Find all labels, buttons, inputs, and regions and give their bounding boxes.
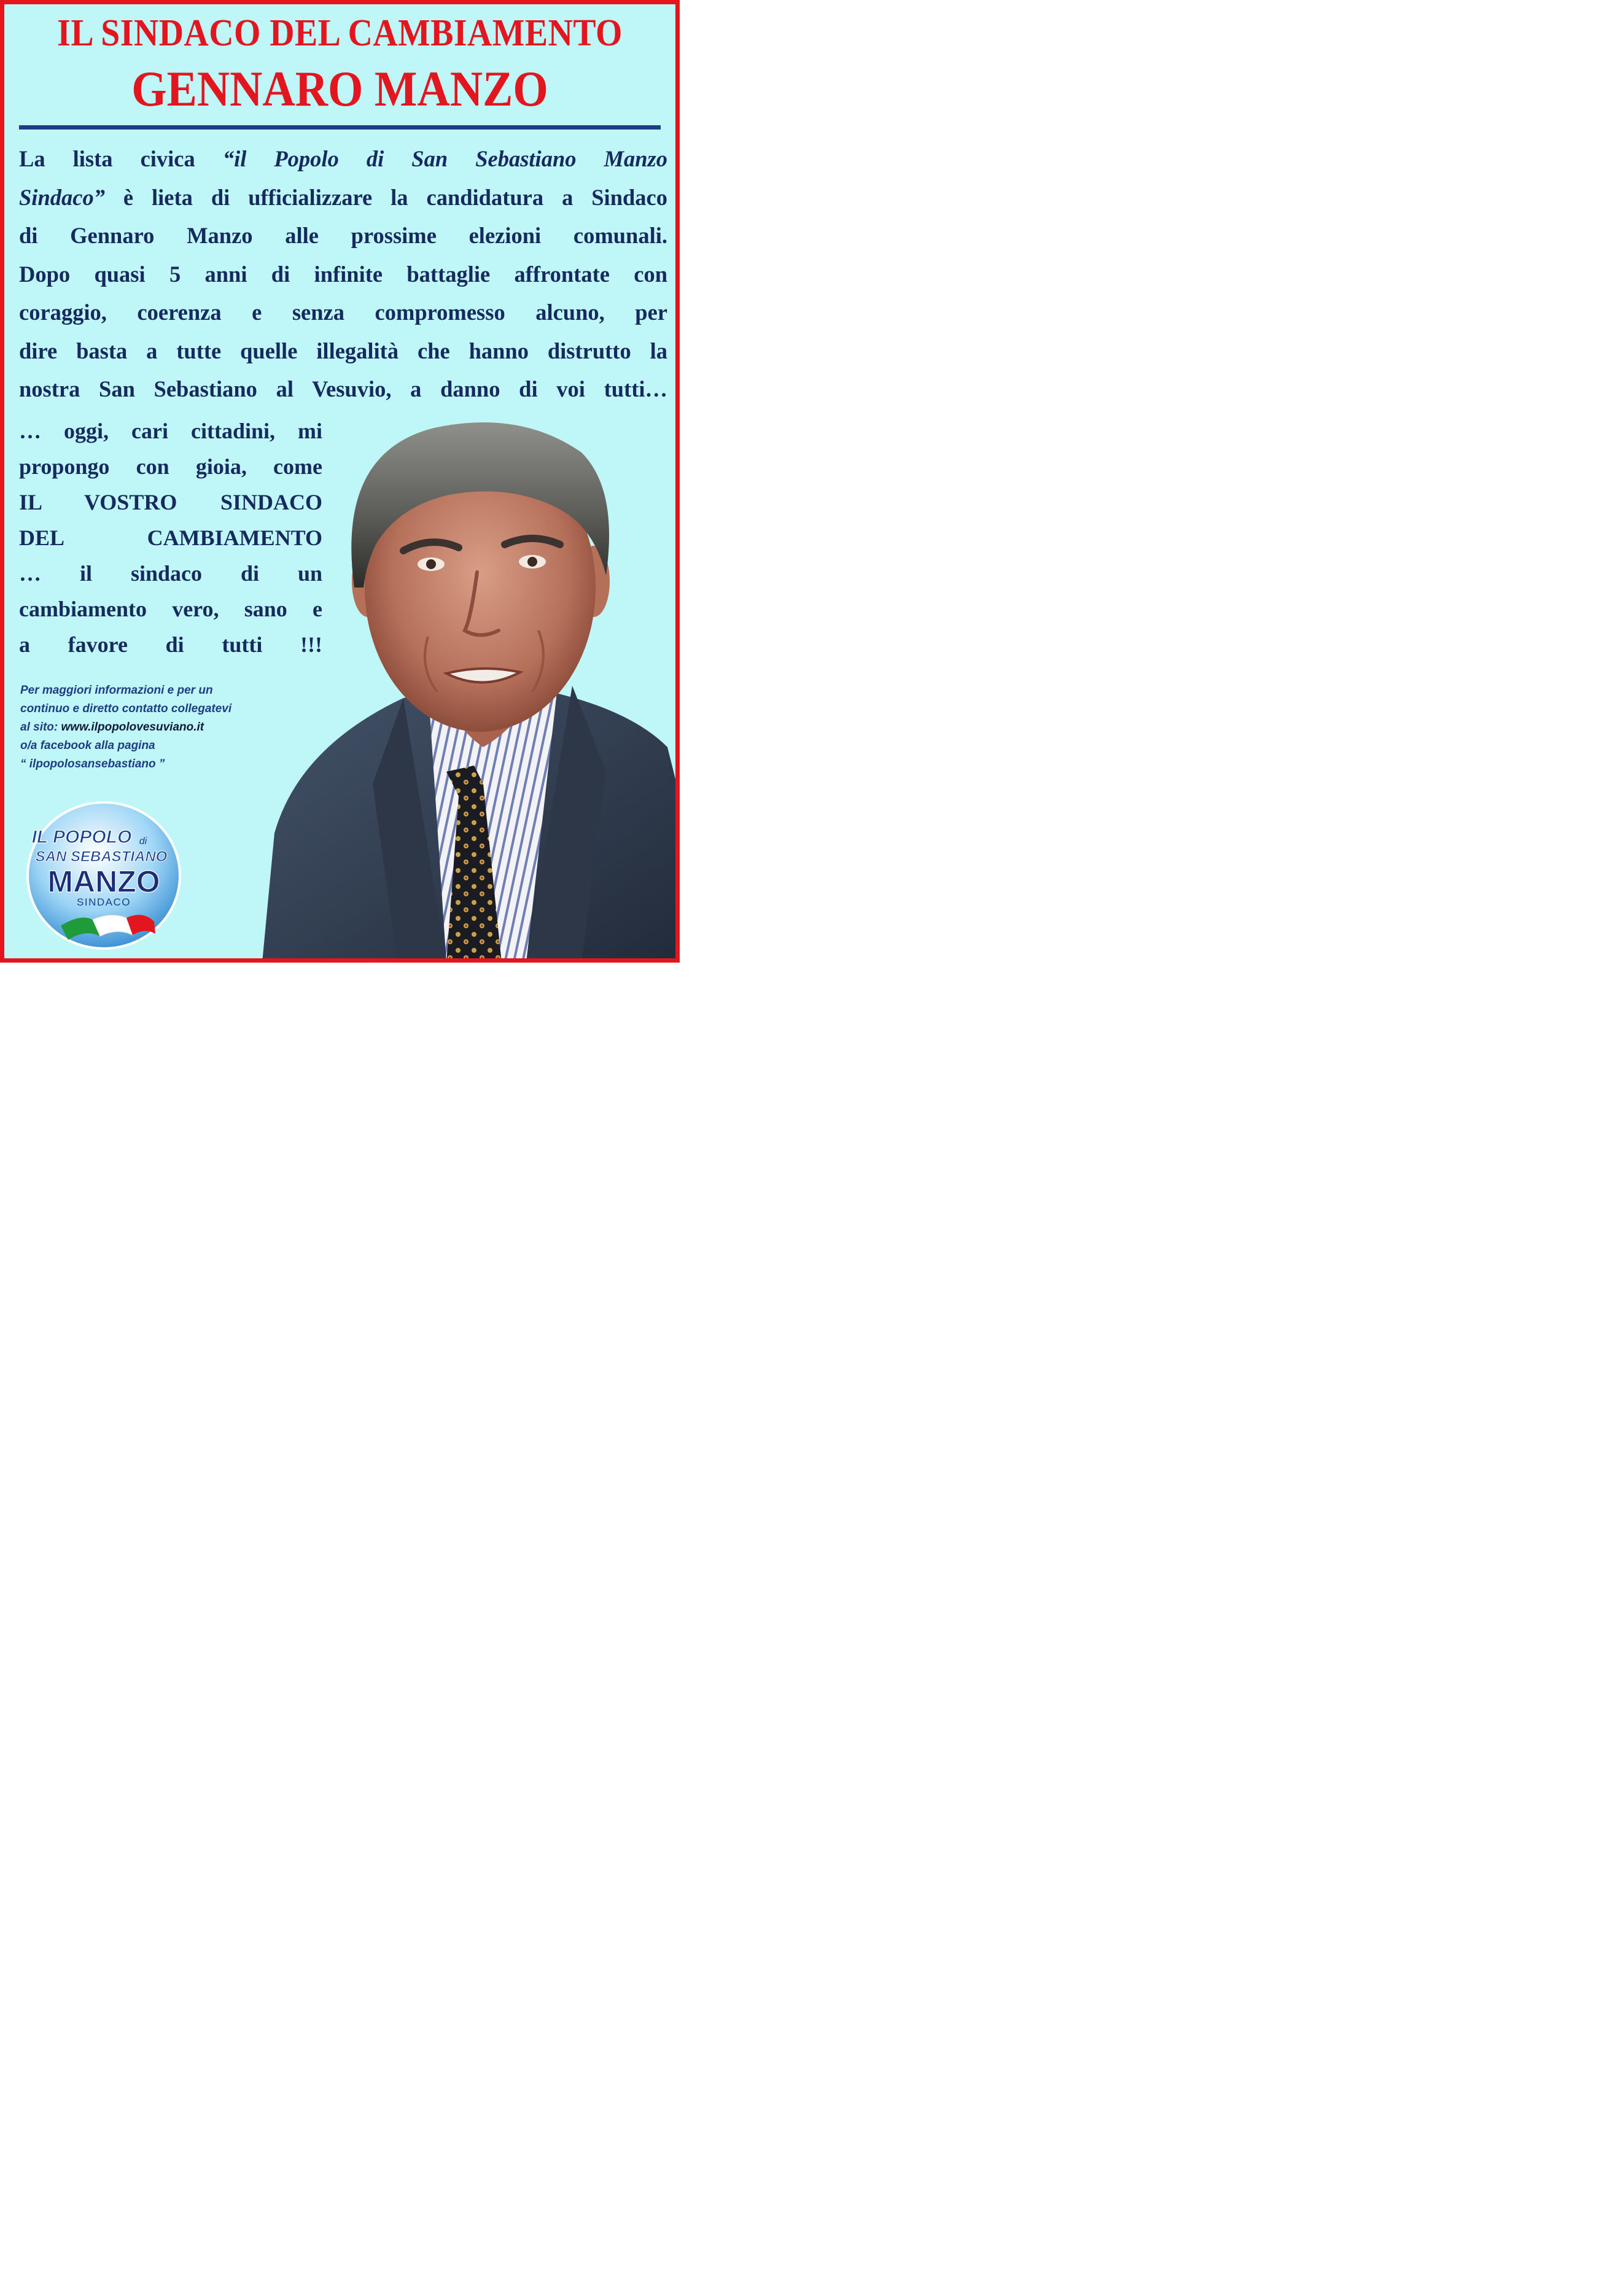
intro-line: nostra San Sebastiano al Vesuvio, a danno di voi tutti… <box>19 376 667 401</box>
intro-paragraph <box>19 140 667 409</box>
intro-line <box>19 179 667 217</box>
appeal-line: cambiamento vero, sano e <box>19 597 322 621</box>
appeal-line: … il sindaco di un <box>19 561 322 586</box>
contact-line-text: al sito: <box>20 721 58 734</box>
facebook-page-name: “ ilpopolosansebastiano ” <box>20 758 165 770</box>
contact-info <box>20 681 231 774</box>
contact-line: o/a facebook alla pagina <box>20 739 155 752</box>
headline-slogan: IL SINDACO DEL CAMBIAMENTO <box>57 12 623 54</box>
appeal-line: DEL CAMBIAMENTO <box>19 526 322 550</box>
intro-line: coraggio, coerenza e senza compromesso alcuno, per <box>19 300 667 325</box>
intro-line <box>19 140 667 179</box>
contact-line: Per maggiori informazioni e per un <box>20 684 213 697</box>
intro-line-text: è lieta di ufficializzare la candidatura a Sindaco <box>123 184 667 210</box>
logo-text-manzo: MANZO <box>47 864 160 899</box>
candidate-portrait <box>262 403 680 963</box>
intro-line-text: La lista civica <box>19 146 195 171</box>
appeal-line: IL VOSTRO SINDACO <box>19 490 322 514</box>
intro-line: Dopo quasi 5 anni di infinite battaglie affrontate con <box>19 261 667 287</box>
logo-text-sindaco: SINDACO <box>77 896 131 908</box>
list-name-italic: “il Popolo di San Sebastiano Manzo <box>222 146 667 171</box>
list-name-italic: Sindaco” <box>19 184 105 210</box>
contact-line <box>20 718 231 737</box>
appeal-line: propongo con gioia, come <box>19 454 322 479</box>
logo-text-san-sebastiano: SAN SEBASTIANO <box>35 848 168 865</box>
campaign-poster <box>0 0 680 963</box>
intro-line: dire basta a tutte quelle illegalità che hanno distrutto la <box>19 338 667 363</box>
logo-text-popolo: IL POPOLO <box>31 827 132 847</box>
divider-rule <box>19 125 661 130</box>
appeal-line: … oggi, cari cittadini, mi <box>19 419 322 443</box>
website-link[interactable]: www.ilpopolovesuviano.it <box>61 721 204 734</box>
appeal-line: a favore di tutti !!! <box>19 632 322 657</box>
headline-candidate-name: GENNARO MANZO <box>131 61 548 117</box>
contact-line: continuo e diretto contatto collegatevi <box>20 702 232 715</box>
party-logo <box>25 800 182 951</box>
logo-text-di: di <box>139 836 147 847</box>
intro-line: di Gennaro Manzo alle prossime elezioni comunali. <box>19 223 667 248</box>
